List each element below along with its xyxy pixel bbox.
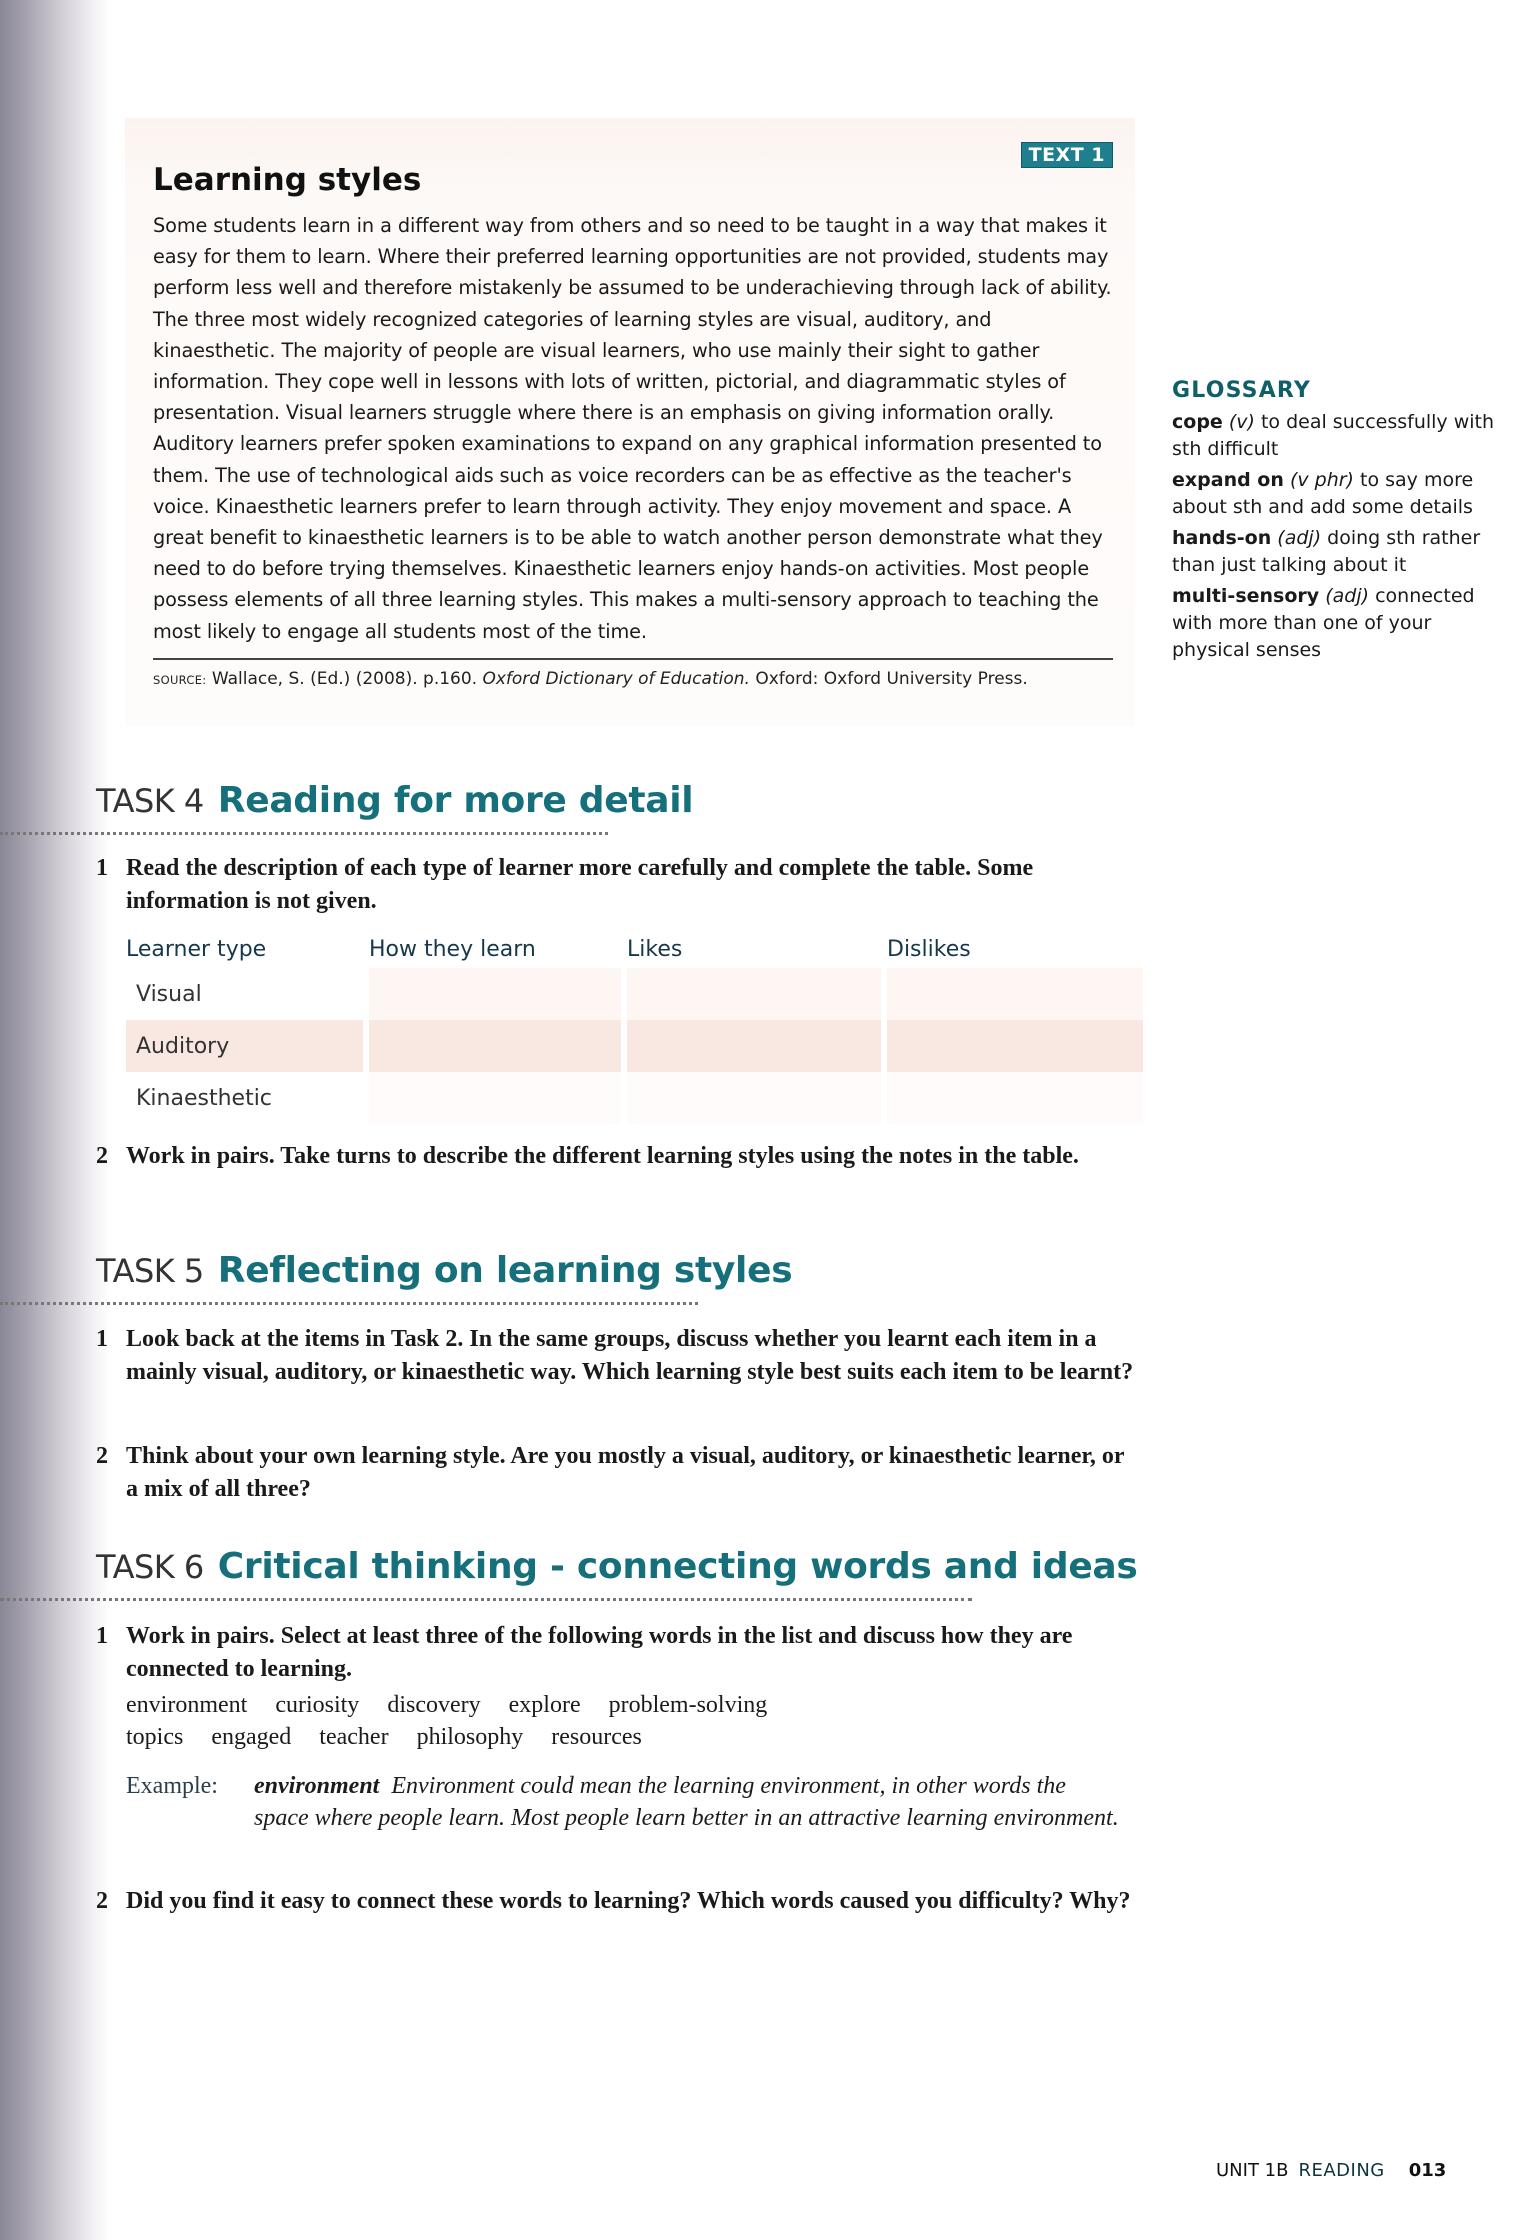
task5-heading [96,1250,792,1291]
glossary-pos: (v) [1228,411,1255,433]
cell-likes[interactable] [627,1072,881,1124]
col-likes: Likes [627,937,683,962]
glossary-def: to say more about sth and add some details [1172,469,1474,518]
question-number: 1 [96,855,108,881]
task5-dotted-rule [0,1302,698,1305]
example-text: Environment could mean the learning environment, in other words the space where people learn. Most people learn better in an attractive learning environment. [254,1773,1119,1831]
page-footer [1216,2160,1446,2181]
cell-likes[interactable] [627,1020,881,1072]
cell-likes[interactable] [627,968,881,1020]
source-divider [153,658,1113,660]
task4-question-1 [96,852,1136,918]
task-title: Reading for more detail [217,780,694,821]
question-number: 2 [96,1143,108,1169]
glossary-item [1172,409,1502,463]
table-row [126,1020,1146,1072]
task6-heading [96,1546,1138,1587]
glossary-pos: (adj) [1325,585,1370,607]
task4-dotted-rule [0,832,608,835]
task6-question-1 [96,1620,1136,1686]
glossary [1172,378,1502,668]
col-learner-type: Learner type [126,937,267,962]
page-number: 013 [1408,2160,1447,2181]
task-number: TASK 4 [96,782,204,820]
question-text: Work in pairs. Take turns to describe the different learning styles using the notes in the table. [126,1143,1079,1169]
word-list-line-2 [126,1724,664,1751]
word-item: teacher [319,1724,389,1750]
cell-learner-type: Visual [136,981,202,1007]
col-dislikes: Dislikes [887,937,971,962]
source-text: Wallace, S. (Ed.) (2008). p.160. [211,669,478,689]
task5-question-1 [96,1323,1136,1389]
footer-unit: UNIT 1B [1216,2160,1289,2181]
footer-section: READING [1298,2160,1385,2181]
glossary-term: hands-on [1172,527,1272,549]
glossary-term: cope [1172,411,1223,433]
question-number: 2 [96,1443,108,1469]
task6-dotted-rule [0,1598,972,1601]
glossary-term: multi-sensory [1172,585,1320,607]
glossary-def: doing sth rather than just talking about it [1172,527,1481,576]
glossary-heading: GLOSSARY [1172,378,1311,403]
question-number: 1 [96,1623,108,1649]
task5-question-2 [96,1440,1136,1506]
table-row [126,1072,1146,1124]
example-block [126,1770,1126,1834]
word-item: discovery [387,1692,481,1718]
source-publisher: Oxford: Oxford University Press. [755,669,1028,689]
word-item: explore [508,1692,581,1718]
cell-dislikes[interactable] [887,1072,1143,1124]
question-number: 1 [96,1326,108,1352]
word-item: environment [126,1692,248,1718]
word-item: engaged [211,1724,292,1750]
cell-how-they-learn[interactable] [369,968,621,1020]
cell-learner-type: Auditory [126,1020,363,1072]
task4-question-2 [96,1140,1136,1173]
source-citation [153,669,1028,689]
question-text: Look back at the items in Task 2. In the same groups, discuss whether you learnt each item in a mainly visual, auditory, or kinaesthetic way. Which learning style best suits each item to be learnt? [126,1326,1134,1385]
word-item: philosophy [416,1724,524,1750]
cell-how-they-learn[interactable] [369,1072,621,1124]
word-item: resources [551,1724,642,1750]
cell-dislikes[interactable] [887,1020,1143,1072]
task4-heading [96,780,693,821]
question-text: Think about your own learning style. Are you mostly a visual, auditory, or kinaesthetic learner, or a mix of all three? [126,1443,1125,1502]
glossary-item [1172,583,1502,664]
question-text: Read the description of each type of learner more carefully and complete the table. Some information is not given. [126,855,1034,914]
word-item: topics [126,1724,184,1750]
glossary-item [1172,467,1502,521]
example-word: environment [254,1773,380,1799]
cell-learner-type: Kinaesthetic [136,1085,272,1111]
reading-text-card [125,118,1135,726]
glossary-def: connected with more than one of your physical senses [1172,585,1475,661]
question-number: 2 [96,1888,108,1914]
cell-dislikes[interactable] [887,968,1143,1020]
task-title: Reflecting on learning styles [217,1250,793,1291]
source-title: Oxford Dictionary of Education. [482,669,750,689]
word-item: problem-solving [608,1692,768,1718]
cell-how-they-learn[interactable] [369,1020,621,1072]
question-text: Did you find it easy to connect these words to learning? Which words caused you difficulty? Why? [126,1888,1131,1914]
reading-title: Learning styles [153,162,422,198]
example-label: Example: [126,1773,218,1799]
glossary-def: to deal successfully with sth difficult [1172,411,1495,460]
glossary-item [1172,525,1502,579]
glossary-term: expand on [1172,469,1284,491]
learner-table [126,918,1146,1124]
task6-question-2 [96,1885,1136,1918]
col-how-they-learn: How they learn [369,937,536,962]
word-item: curiosity [275,1692,360,1718]
table-header-row [126,918,1146,968]
question-text: Work in pairs. Select at least three of the following words in the list and discuss how they are connected to learning. [126,1623,1073,1682]
task-number: TASK 6 [96,1548,204,1586]
source-label: SOURCE: [153,673,207,687]
task-number: TASK 5 [96,1252,204,1290]
glossary-pos: (v phr) [1289,469,1354,491]
glossary-pos: (adj) [1277,527,1322,549]
word-list-line-1 [126,1692,789,1719]
book-spine-shadow [0,0,110,2240]
example-body [254,1770,1126,1834]
text-badge: TEXT 1 [1021,142,1113,168]
reading-body: Some students learn in a different way from others and so need to be taught in a way that makes it easy for them to learn. Where their preferred learning opportunities are not provided, students may perform less well and therefore mistakenly be assumed to be underachieving through lack of ability. The three most widely recognized categories of learning styles are visual, auditory, and kinaesthetic. The majority of people are visual learners, who use mainly their sight to gather information. They cope well in lessons with lots of written, pictorial, and diagrammatic styles of presentation. Visual learners struggle where there is an emphasis on giving information orally. Auditory learners prefer spoken examinations to expand on any graphical information presented to them. The use of technological aids such as voice recorders can be as effective as the teacher's voice. Kinaesthetic learners prefer to learn through activity. They enjoy movement and space. A great benefit to kinaesthetic learners is to be able to watch another person demonstrate what they need to do before trying themselves. Kinaesthetic learners enjoy hands-on activities. Most people possess elements of all three learning styles. This makes a multi-sensory approach to teaching the most likely to engage all students most of the time. [153,214,1112,643]
task-title: Critical thinking - connecting words and ideas [217,1546,1138,1587]
table-row [126,968,1146,1020]
